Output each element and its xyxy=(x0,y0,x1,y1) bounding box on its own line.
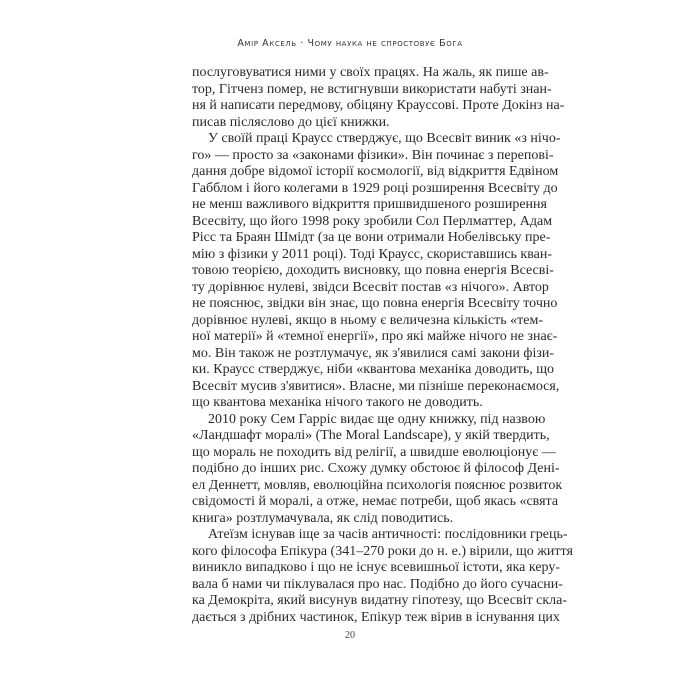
text-line: У своїй праці Краусс стверджує, що Всесвіт виник «з нічо- xyxy=(208,131,561,146)
text-line: Рісс та Браян Шмідт (за це вони отримали Нобелівську пре- xyxy=(192,230,551,245)
text-line: не пояснює, звідки він знає, що повна енергія Всесвіту точно xyxy=(192,296,558,311)
text-line: що мораль не походить від релігії, а швидше еволюціонує — xyxy=(192,444,556,460)
page-body-text xyxy=(192,65,573,626)
text-line: 2010 року Сем Гарріс видає ще одну книжку, під назвою xyxy=(208,411,546,427)
text-line: ка Демокріта, який висунув видатну гіпотезу, що Всесвіт скла- xyxy=(192,593,567,608)
text-line: ки. Краусс стверджує, ніби «квантова механіка доводить, що xyxy=(192,362,554,377)
text-line: виникло випадково і що не існує всевишньої істоти, яка керу- xyxy=(192,560,561,575)
text-line: дання добре відомої історії космології, від відкриття Едвіном xyxy=(192,164,559,179)
text-line: товою теорією, доходить висновку, що повна енергія Всесві- xyxy=(192,263,554,278)
paragraph xyxy=(192,527,573,626)
paragraph xyxy=(192,411,563,528)
text-line: ня й написати передмову, обіцяну Краусcові. Проте Докінз на- xyxy=(192,98,565,113)
text-line: Всесвіту, що його 1998 року зробили Сол Перлматтер, Адам xyxy=(192,213,553,229)
text-line: мію з фізики у 2011 році). Тоді Краусс, скориставшись кван- xyxy=(192,246,553,262)
text-line: дорівнює нулеві, якщо в ньому є величезна кількість «тем- xyxy=(192,312,543,328)
text-line: книга» розтлумачувала, як слід поводитись. xyxy=(192,510,454,526)
paragraph xyxy=(192,131,561,412)
text-line: свідомості й моралі, а отже, немає потреби, щоб якась «свята xyxy=(192,494,559,509)
text-line: ел Деннетт, мовляв, еволюційна психологія пояснює розвиток xyxy=(192,477,563,493)
text-line: го» — просто за «законами фізики». Він починає з перепові- xyxy=(192,147,554,163)
text-line: не менш важливого відкриття пришвидшеного розширення xyxy=(192,197,547,212)
text-line: послуговуватися ними у своїх працях. На жаль, як пише ав- xyxy=(192,65,549,80)
text-line: мо. Він також не розтлумачує, як з'явилися самі закони фізи- xyxy=(192,345,555,361)
text-line: Атеїзм існував іще за часів античності: послідовники грець- xyxy=(208,527,568,542)
page-number: 20 xyxy=(345,630,355,641)
text-line: дається з дрібних частинок, Епікур теж вірив в існування цих xyxy=(192,609,560,625)
paragraph xyxy=(192,65,565,131)
text-line: що квантова механіка нічого такого не доводить. xyxy=(192,395,483,410)
running-header: Амір Аксель · Чому наука не спростовує Бога xyxy=(237,38,463,49)
text-line: кого філософа Епікура (341–270 роки до н. е.) вірили, що життя xyxy=(192,543,573,559)
text-line: подібно до інших рис. Схожу думку обстоює й філософ Дені- xyxy=(192,461,560,476)
text-line: писав післяслово до цієї книжки. xyxy=(192,114,390,130)
text-line: Габблом і його колегами в 1929 році розширення Всесвіту до xyxy=(192,180,558,196)
text-line: Всесвіт мусив з'явитися». Власне, ми пізніше переконаємося, xyxy=(192,378,560,394)
text-line: «Ландшафт моралі» (The Moral Landscape), у якій твердить, xyxy=(192,428,550,443)
text-line: вала б нами чи піклувалася про нас. Подібно до його сучасни- xyxy=(192,576,563,592)
text-line: ту дорівнює нулеві, звідси Всесвіт постав «з нічого». Автор xyxy=(192,279,549,295)
text-line: ної матерії» й «темної енергії», про які майже нічого не знає- xyxy=(192,329,558,344)
text-line: тор, Гітченз помер, не встигнувши використати набуті знан- xyxy=(192,81,552,97)
